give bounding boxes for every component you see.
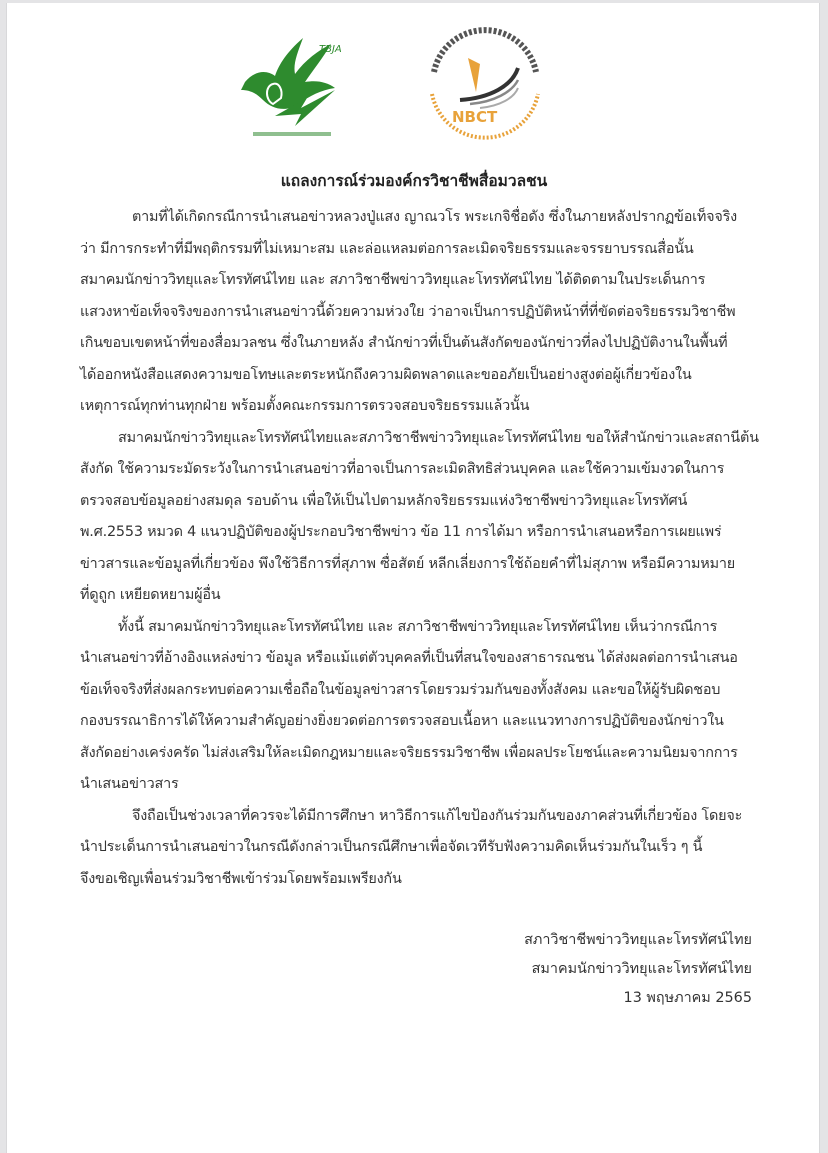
text-line: ตรวจสอบข้อมูลอย่างสมดุล รอบด้าน เพื่อให้เป็นไปตามหลักจริยธรรมแห่งวิชาชีพข่าววิทยุและโทรทัศน์ [80, 492, 688, 509]
svg-text:NBCT: NBCT [452, 108, 498, 126]
text-line: ว่า มีการกระทำที่มีพฤติกรรมที่ไม่เหมาะสม และล่อแหลมต่อการละเมิดจริยธรรมและจรรยาบรรณสื่อนั้น [80, 240, 694, 257]
text-line: เกินขอบเขตหน้าที่ของสื่อมวลชน ซึ่งในภายหลัง สำนักข่าวที่เป็นต้นสังกัดของนักข่าวที่ลงไปปฏิบัติงานในพื้นที่ [80, 335, 728, 351]
text-line: ข้อเท็จจริงที่ส่งผลกระทบต่อความเชื่อถือในข้อมูลข่าวสารโดยรวมร่วมกันของทั้งสังคม และขอให้ผู้รับผิดชอบ [80, 681, 721, 698]
paragraph-1 [80, 202, 760, 423]
logo-header [0, 22, 828, 152]
tbja-logo-icon [235, 30, 355, 140]
text-line: จึงขอเชิญเพื่อนร่วมวิชาชีพเข้าร่วมโดยพร้อมเพรียงกัน [80, 870, 402, 887]
text-line: เหตุการณ์ทุกท่านทุกฝ่าย พร้อมตั้งคณะกรรมการตรวจสอบจริยธรรมแล้วนั้น [80, 398, 530, 414]
text-line: แสวงหาข้อเท็จจริงของการนำเสนอข่าวนี้ด้วยความห่วงใย ว่าอาจเป็นการปฏิบัติหน้าที่ที่ขัดต่อจริยธรรมวิชาชีพ [80, 303, 736, 320]
paragraph-2 [80, 423, 760, 612]
statement-body [80, 202, 760, 895]
text-line: สังกัดอย่างเคร่งครัด ไม่ส่งเสริมให้ละเมิดกฎหมายและจริยธรรมวิชาชีพ เพื่อผลประโยชน์และความนิยมจากการ [80, 744, 738, 761]
nbct-logo-icon [420, 22, 550, 147]
text-line: ที่ดูถูก เหยียดหยามผู้อื่น [80, 587, 221, 603]
text-line: สมาคมนักข่าววิทยุและโทรทัศน์ไทยและสภาวิชาชีพข่าววิทยุและโทรทัศน์ไทย ขอให้สำนักข่าวและสถานีต้น [118, 429, 759, 446]
text-line: กองบรรณาธิการได้ให้ความสำคัญอย่างยิ่งยวดต่อการตรวจสอบเนื้อหา และแนวทางการปฏิบัติของนักข่าวใน [80, 713, 724, 729]
text-line: ได้ออกหนังสือแสดงความขอโทษและตระหนักถึงความผิดพลาดและขออภัยเป็นอย่างสูงต่อผู้เกี่ยวข้องใน [80, 366, 692, 383]
paragraph-3 [80, 612, 760, 801]
text-line: ตามที่ได้เกิดกรณีการนำเสนอข่าวหลวงปู่แสง ญาณวโร พระเกจิชื่อดัง ซึ่งในภายหลังปรากฏข้อเท็จจริง [132, 209, 737, 225]
signature-org-1: สภาวิชาชีพข่าววิทยุและโทรทัศน์ไทย [524, 932, 752, 948]
text-line: สมาคมนักข่าววิทยุและโทรทัศน์ไทย และ สภาวิชาชีพข่าววิทยุและโทรทัศน์ไทย ได้ติดตามในประเด็นการ [80, 272, 706, 288]
text-line: จึงถือเป็นช่วงเวลาที่ควรจะได้มีการศึกษา หาวิธีการแก้ไขป้องกันร่วมกันของภาคส่วนที่เกี่ยวข้อง โดยจะ [132, 807, 743, 824]
text-line: นำประเด็นการนำเสนอข่าวในกรณีดังกล่าวเป็นกรณีศึกษาเพื่อจัดเวทีรับฟังความคิดเห็นร่วมกันในเร็ว ๆ นี้ [80, 839, 703, 855]
svg-text:TBJA: TBJA [319, 44, 342, 55]
text-line: นำเสนอข่าวที่อ้างอิงแหล่งข่าว ข้อมูล หรือแม้แต่ตัวบุคคลที่เป็นที่สนใจของสาธารณชน ได้ส่งผลต่อการนำเสนอ [80, 650, 738, 666]
text-line: นำเสนอข่าวสาร [80, 776, 179, 792]
text-line: สังกัด ใช้ความระมัดระวังในการนำเสนอข่าวที่อาจเป็นการละเมิดสิทธิส่วนบุคคล และใช้ความเข้มงวดในการ [80, 461, 725, 477]
signature-date: 13 พฤษภาคม 2565 [623, 990, 752, 1006]
document-title: แถลงการณ์ร่วมองค์กรวิชาชีพสื่อมวลชน [280, 172, 548, 190]
text-line: ทั้งนี้ สมาคมนักข่าววิทยุและโทรทัศน์ไทย และ สภาวิชาชีพข่าววิทยุและโทรทัศน์ไทย เห็นว่ากรณีการ [118, 618, 718, 635]
paragraph-4 [80, 801, 760, 896]
signature-org-2: สมาคมนักข่าววิทยุและโทรทัศน์ไทย [531, 961, 752, 977]
text-line: พ.ศ.2553 หมวด 4 แนวปฏิบัติของผู้ประกอบวิชาชีพข่าว ข้อ 11 การได้มา หรือการนำเสนอหรือการเผยแพร่ [80, 524, 722, 540]
text-line: ข่าวสารและข้อมูลที่เกี่ยวข้อง พึงใช้วิธีการที่สุภาพ ซื่อสัตย์ หลีกเลี่ยงการใช้ถ้อยคำที่ไม่สุภาพ หรือมีความหมาย [80, 555, 735, 572]
signature-block [524, 926, 752, 1013]
